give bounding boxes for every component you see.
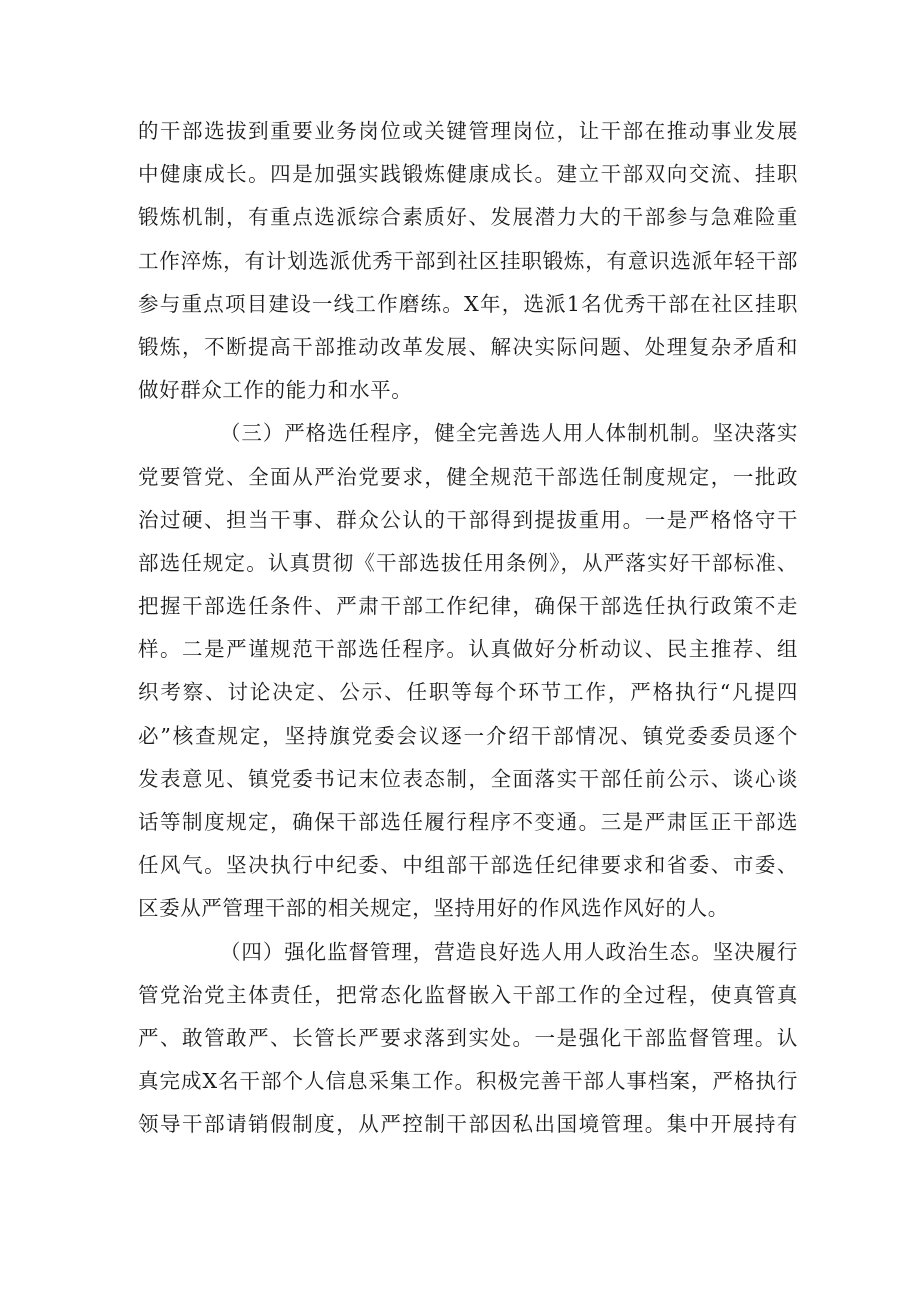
text-line: 管党治党主体责任，把常态化监督嵌入干部工作的全过程，使真管真 [138,982,798,1007]
text-line: 党要管党、全面从严治党要求，健全规范干部选任制度规定，一批政 [138,464,798,489]
text-line: 话等制度规定，确保干部选任履行程序不变通。三是严肃匡正干部选 [138,810,798,834]
section-three-heading-line: （三）严格选任程序，健全完善选人用人体制机制。坚决落实 [220,421,798,446]
text-line: 织考察、讨论决定、公示、任职等每个环节工作，严格执行“凡提四 [138,680,798,705]
text-line: 必”核查规定，坚持旗党委会议逐一介绍干部情况、镇党委委员逐个 [138,723,798,748]
text-line: 发表意见、镇党委书记末位表态制，全面落实干部任前公示、谈心谈 [138,766,798,791]
paragraph-end-line: 区委从严管理干部的相关规定，坚持用好的作风选作风好的人。 [138,896,729,921]
text-line: 参与重点项目建设一线工作磨练。X年，选派1名优秀干部在社区挂职 [138,291,798,316]
text-line: 严、敢管敢严、长管长严要求落到实处。一是强化干部监督管理。认 [138,1025,798,1050]
text-line: 锻炼，不断提高干部推动改革发展、解决实际问题、处理复杂矛盾和 [138,334,798,359]
body-text [138,110,798,1147]
paragraph-end-line: 做好群众工作的能力和水平。 [138,378,413,403]
text-line: 真完成X名干部个人信息采集工作。积极完善干部人事档案，严格执行 [138,1069,798,1094]
text-line: 中健康成长。四是加强实践锻炼健康成长。建立干部双向交流、挂职 [138,162,798,187]
text-line: 的干部选拔到重要业务岗位或关键管理岗位，让干部在推动事业发展 [138,119,798,143]
text-line: 样。二是严谨规范干部选任程序。认真做好分析动议、民主推荐、组 [138,637,798,662]
text-line: 部选任规定。认真贯彻《干部选拔任用条例》，从严落实好干部标准、 [138,550,798,575]
section-four-heading-line: （四）强化监督管理，营造良好选人用人政治生态。坚决履行 [220,939,798,964]
text-line: 工作淬炼，有计划选派优秀干部到社区挂职锻炼，有意识选派年轻干部 [138,248,798,273]
text-line: 治过硬、担当干事、群众公认的干部得到提拔重用。一是严格恪守干 [138,507,798,532]
text-line: 领导干部请销假制度，从严控制干部因私出国境管理。集中开展持有 [138,1112,798,1137]
text-line: 把握干部选任条件、严肃干部工作纪律，确保干部选任执行政策不走 [138,594,798,619]
text-line: 锻炼机制，有重点选派综合素质好、发展潜力大的干部参与急难险重 [138,205,798,230]
text-line: 任风气。坚决执行中纪委、中组部干部选任纪律要求和省委、市委、 [138,853,798,878]
